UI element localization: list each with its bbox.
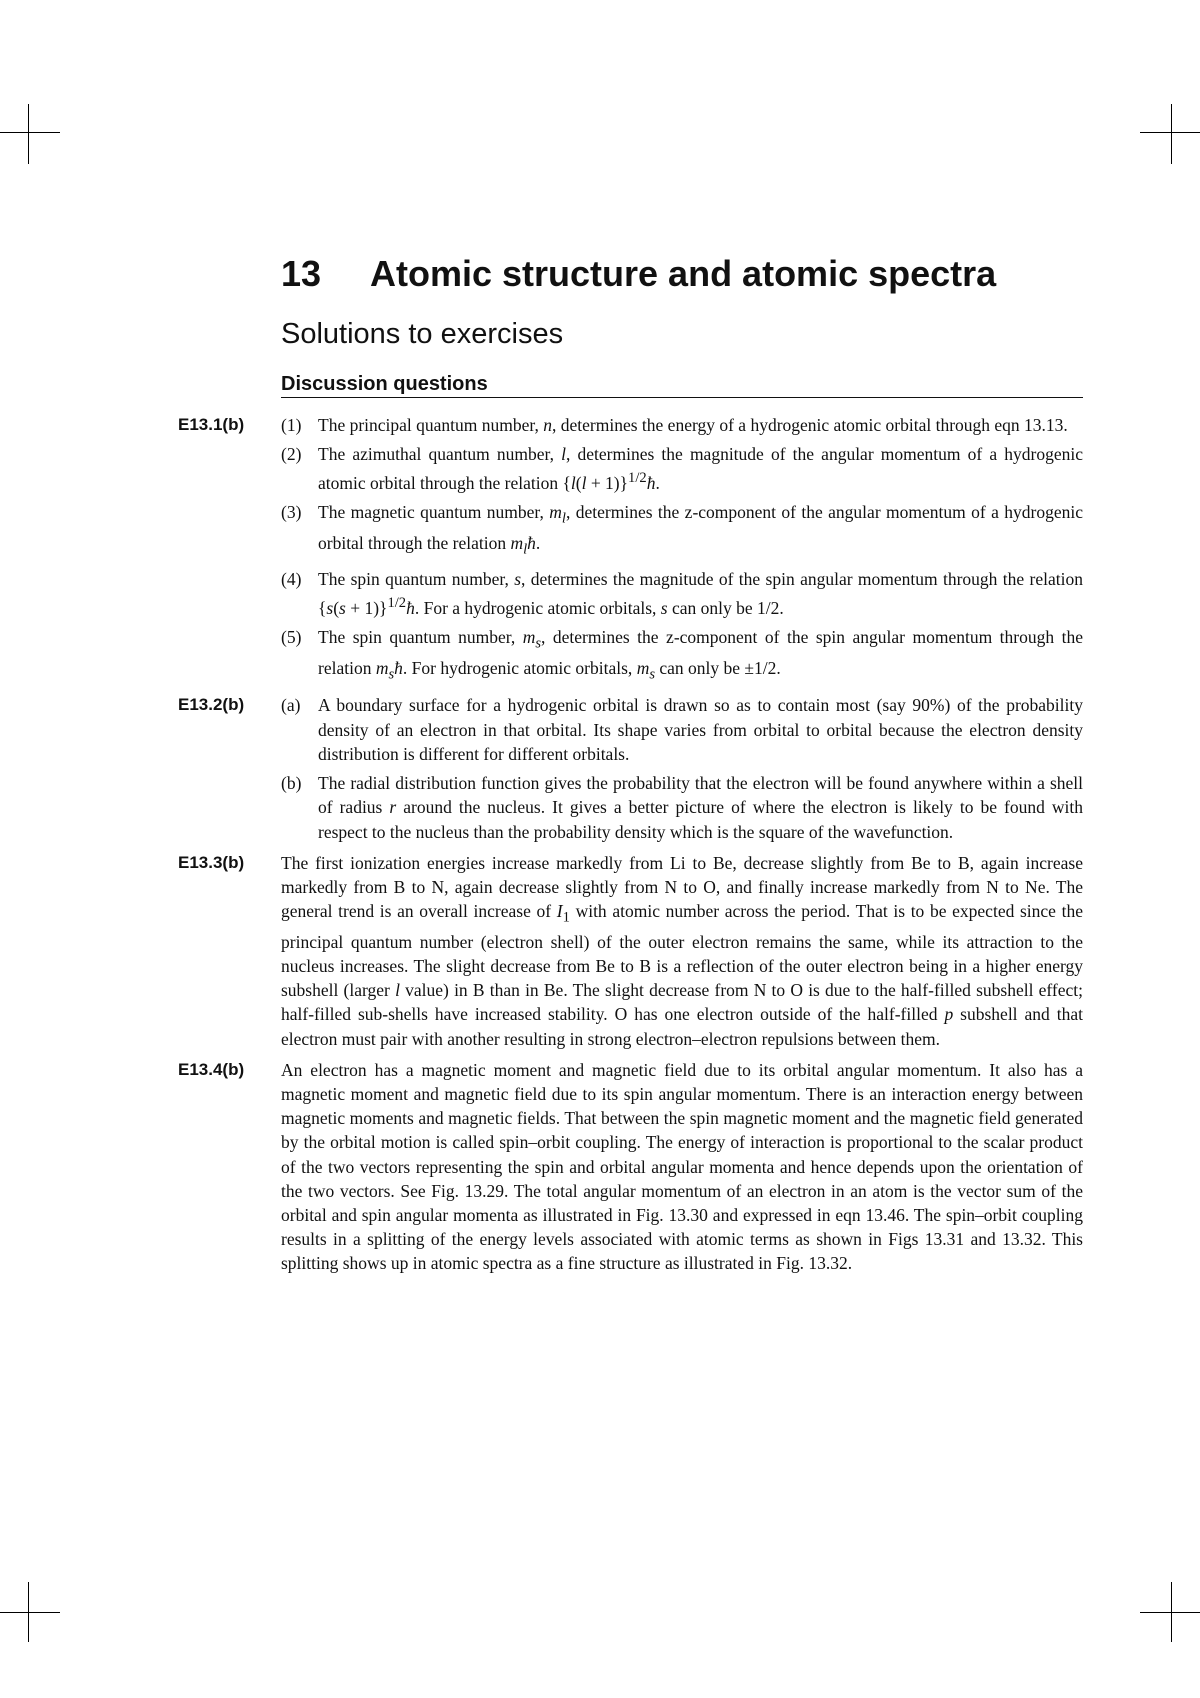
list-item-marker: (2) [281,444,302,465]
list-item-marker: (b) [281,773,302,794]
crop-mark-bottom-right-vertical [1171,1582,1172,1642]
section-title: Solutions to exercises [281,318,564,350]
list-item-text: The magnetic quantum number, $m_l$, determines the z-component of the angular momentum of a hydrogenic orbital through the relation $m_lħ$. [318,502,1083,558]
list-item-text: A boundary surface for a hydrogenic orbital is drawn so as to contain most (say 90%) of the probability density of an electron in that orbital. Its shape varies from orbital to orbital because the electron density distribution is different for different orbitals. [318,695,1083,764]
list-item-text: The azimuthal quantum number, l, determines the magnitude of the angular momentum of a hydrogenic atomic orbital through the relation $\{l(l + 1)\}^{1/2}ħ$. [318,444,1083,494]
list-item-marker: (4) [281,568,302,589]
exercise-e13-4-b [178,1058,1083,1276]
exercise-label: E13.2(b) [178,695,245,715]
list-item-marker: (3) [281,502,302,523]
chapter-number: 13 [281,253,322,294]
list-item [281,625,1083,686]
list-item-text: The radial distribution function gives the probability that the electron will be found anywhere within a shell of radius r around the nucleus. It gives a better picture of where the electron is likely to be found with respect to the nucleus than the probability density which is the square of the wavefunction. [318,773,1083,842]
list-item [281,442,1083,495]
exercise-e13-2-b [178,693,1083,843]
crop-mark-top-left-vertical [28,104,29,164]
list-item [281,567,1083,620]
chapter-title: Atomic structure and atomic spectra [370,253,997,294]
exercise-e13-3-b [178,851,1083,1051]
exercise-label: E13.3(b) [178,852,245,872]
exercise-label: E13.1(b) [178,415,245,434]
crop-mark-top-right-vertical [1171,104,1172,164]
list-item-marker: (1) [281,415,302,435]
list-item-text: The spin quantum number, s, determines the magnitude of the spin angular momentum through the relation $\{s(s + 1)\}^{1/2}ħ$. For a hydrogenic atomic orbitals, s can only be 1/2. [318,568,1083,618]
list-item [281,413,1083,437]
list-item-marker: (a) [281,695,301,716]
exercise-label: E13.4(b) [178,1059,245,1079]
exercise-text: The first ionization energies increase markedly from Li to Be, decrease slightly from Be to B, again increase markedly from B to N, again decrease slightly from N to O, and finally increase markedly from N to Ne. The general trend is an overall increase of $I_1$ with atomic number across the period. That is to be expected since the principal quantum number (electron shell) of the outer electron remains the same, while its attraction to the nucleus increases. The slight decrease from Be to B is a reflection of the outer electron being in a higher energy subshell (larger l value) in B than in Be. The slight decrease from N to O is due to the half-filled subshell effect; half-filled sub-shells have increased stability. O has one electron outside of the half-filled p subshell and that electron must pair with another resulting in strong electron–electron repulsions between them. [281,852,1084,1049]
list-item-marker: (5) [281,627,302,648]
list-item [281,693,1083,766]
crop-mark-top-right-horizontal [1140,132,1200,133]
list-item-text: The principal quantum number, n, determines the energy of a hydrogenic atomic orbital through eqn 13.13. [318,415,1068,435]
list-item [281,500,1083,561]
exercise-e13-1-b [178,413,1083,686]
crop-mark-bottom-right-horizontal [1140,1612,1200,1613]
crop-mark-bottom-left-vertical [28,1582,29,1642]
list-item-text: The spin quantum number, $m_s$, determines the z-component of the spin angular momentum through the relation $m_sħ$. For hydrogenic atomic orbitals, $m_s$ can only be ±1/2. [318,627,1083,683]
exercise-list [178,413,1083,1283]
exercise-text: An electron has a magnetic moment and magnetic field due to its orbital angular momentum. It also has a magnetic moment and magnetic field due to its spin angular momentum. There is an interaction energy between magnetic moments and magnetic fields. That between the spin magnetic moment and the magnetic field generated by the orbital motion is called spin–orbit coupling. The energy of interaction is proportional to the scalar product of the two vectors representing the spin and orbital angular momenta and hence depends upon the orientation of the two vectors. See Fig. 13.29. The total angular momentum of an electron in an atom is the vector sum of the orbital and spin angular momenta as illustrated in Fig. 13.30 and expressed in eqn 13.46. The spin–orbit coupling results in a splitting of the energy levels associated with atomic terms as shown in Figs 13.31 and 13.32. This splitting shows up in atomic spectra as a fine structure as illustrated in Fig. 13.32. [281,1059,1083,1274]
subsection-title: Discussion questions [281,373,1083,398]
chapter-heading [281,253,996,295]
list-item [281,771,1083,844]
crop-mark-top-left-horizontal [0,132,60,133]
crop-mark-bottom-left-horizontal [0,1612,60,1613]
